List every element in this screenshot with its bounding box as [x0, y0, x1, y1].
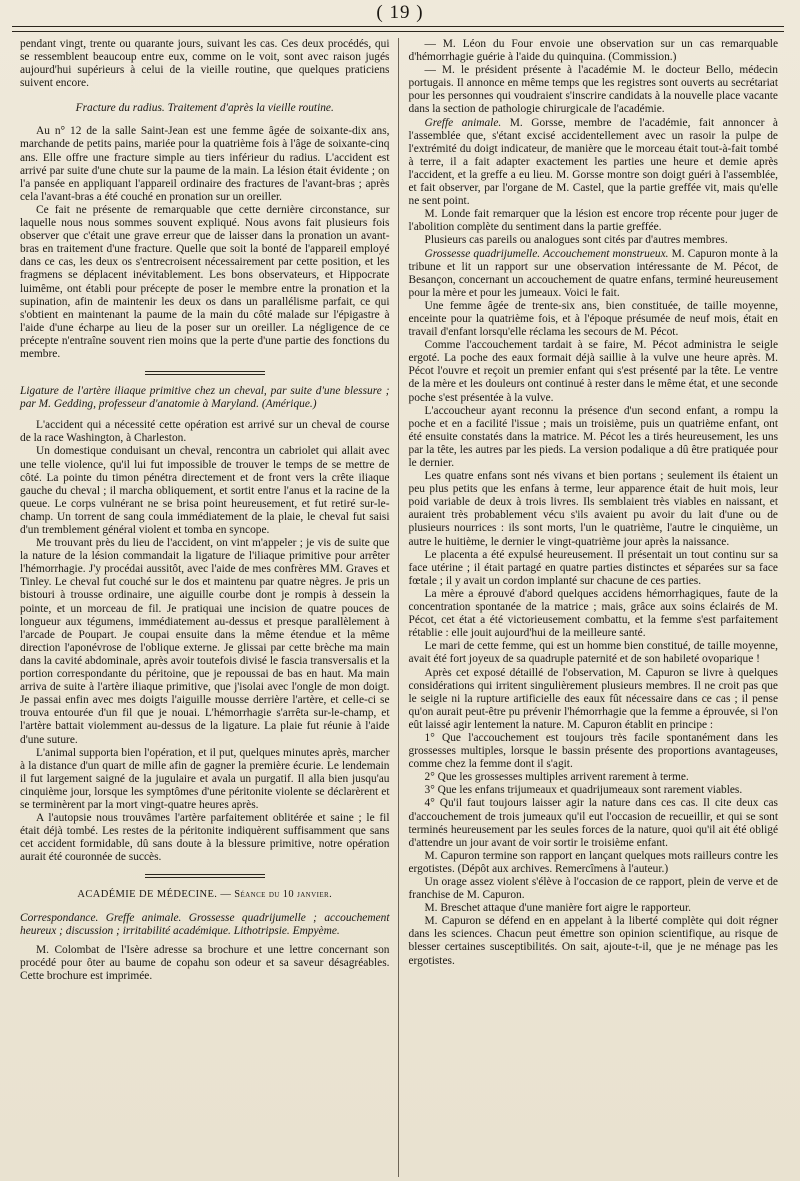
article-title-italic: Ligature de l'artère iliaque primitive chez un cheval, par suite d'une blessure ;: [20, 385, 390, 398]
paragraph-body: M. Capuron monte à la tribune et lit un rapport sur une observation intéressante de M. Pécot, de Besançon, concernant un accouchement de quatre enfans, terminé heureusement pour la mère et pour les jumeaux. Voici le fait.: [408, 247, 778, 299]
paragraph: 1° Que l'accouchement est toujours très facile spontanément dans les grossesses multiples, lorsque le bassin présente des proportions avantageuses, comme chez la femme dont il s'agit.: [408, 731, 778, 771]
paragraph: M. Colombat de l'Isère adresse sa brochure et une lettre concernant son procédé pour ôter au baume de copahu son odeur et sa saveur désagréables. Cette brochure est imprimée.: [20, 943, 390, 982]
paragraph: — M. Léon du Four envoie une observation sur un cas remarquable d'hémorrhagie guérie à l'aide du quinquina. (Commission.): [408, 38, 778, 64]
paragraph: L'accoucheur ayant reconnu la présence d'un second enfant, a rompu la poche et en a facilité l'issue ; mais un troisième, puis un quatrième enfant, ont été ensuite constatés dans la matrice. M. Pécot les a tirés heureusement, les uns par la tête, les autres par les pieds. La version podalique a dû être pratiquée pour le dernier.: [408, 404, 778, 469]
paragraph: pendant vingt, trente ou quarante jours, suivant les cas. Ces deux procédés, qui se ressemblent beaucoup entre eux, comme on le voit, sont avec raison jugés aujourd'hui supérieurs à celui de la vieille routine, que quelques praticiens suivent encore.: [20, 38, 390, 90]
article-title: Fracture du radius. Traitement d'après la vieille routine.: [75, 102, 334, 115]
paragraph: La mère a éprouvé d'abord quelques accidens hémorrhagiques, faute de la concentration spontanée de la matrice ; mais, grâce aux soins éclairés de M. Pécot, cet état a été victorieusement combattu, et la femme s'est parfaitement rétablie : elle jouit aujourd'hui de la meilleure santé.: [408, 587, 778, 640]
paragraph: Les quatre enfans sont nés vivans et bien portans ; seulement ils étaient un peu plus petits que les enfans à terme, leur apparence était de huit mois, leur poid variable de deux à trois livres. Ils semblaient très viables en naissant, et auraient très probablement vécu s'ils avaient pu avoir du lait d'une ou de plusieurs nourrices : ils sont morts, l'un le quatrième, l'autre le cinquième, un autre le huitième, le dernier le vingt-quatrième jour après la naissance.: [408, 470, 778, 548]
article-title-author: par M. Gedding, professeur d'anatomie à Maryland. (Amérique.): [20, 398, 317, 411]
paragraph-lead: Grossesse quadrijumelle. Accouchement monstrueux.: [424, 247, 669, 260]
left-column: [10, 38, 399, 1177]
paragraph: Un orage assez violent s'élève à l'occasion de ce rapport, plein de verve et de franchise de M. Capuron.: [408, 876, 778, 902]
paragraph: Plusieurs cas pareils ou analogues sont cités par d'autres membres.: [424, 234, 728, 247]
paragraph: 2° Que les grossesses multiples arrivent rarement à terme.: [424, 771, 689, 784]
section-heading: ACADÉMIE DE MÉDECINE. — Séance du 10 janvier.: [77, 889, 333, 901]
paragraph: Comme l'accouchement tardait à se faire, M. Pécot administra le seigle ergoté. La poche des eaux formait déjà saillie à la vulve une heure après. M. Pécot l'ouvre et reçoit un premier enfant qui s'est présenté par la tête. Le ventre de la mère et les douleurs ont continué à rester dans le même état, et une seconde poche s'est présentée à la vulve.: [408, 339, 778, 404]
columns: [10, 38, 786, 1177]
separator-rule: [145, 874, 265, 878]
paragraph: L'animal supporta bien l'opération, et il put, quelques minutes après, marcher à la distance d'un quart de mille afin de gagner la première écurie. Le lendemain il fut largement saigné de la jugulaire et avala un purgatif. Il alla bien jusqu'au cinquième jour, lorsque les symptômes d'une péritonite violente se déclarèrent et se terminèrent par la mort vingt-quatre heures après.: [20, 746, 390, 811]
article-title: [20, 385, 390, 411]
paragraph-lead: Greffe animale.: [424, 116, 502, 129]
paragraph: Le placenta a été expulsé heureusement. Il présentait un tout continu sur sa face utérine ; il était partagé en quatre parties distinctes et séparées sur sa face fœtale ; il y avait un cordon implanté sur chacune de ces parties.: [408, 548, 778, 587]
paragraph: — M. le président présente à l'académie M. le docteur Bello, médecin portugais. Il annonce en même temps que les registres sont ouverts au secrétariat pour les personnes qui voudraient s'inscrire candidats à la nouvelle place vacante dans la section de pathologie chirurgicale de l'académie.: [408, 64, 778, 116]
header-rule: [12, 26, 784, 32]
paragraph: Ce fait ne présente de remarquable que cette dernière circonstance, sur laquelle nous nous sommes souvent expliqué. Nous avons fait plusieurs fois observer que c'était une grave erreur que de laisser dans la pronation un avant-bras en traitement d'une fracture. Quelle que soit la bonté de l'appareil employé dans ce cas, les deux os s'entrecroisent nécessairement par cette position, et les fragmens se déplacent inévitablement. Les bons observateurs, et Hippocrate luimême, ont établi pour précepte de poser le membre entre la pronation et la supination, afin de maintenir les deux os dans un parallélisme parfait, ce qui s'obtient en maintenant la paume de la main du côté malade sur l'épigastre à l'aide d'une écharpe au lieu de la poser sur un oreiller. La négligence de ce précepte n'entraîne souvent rien moins que la perte d'une partie des fonctions du membre.: [20, 203, 390, 360]
paragraph: Un domestique conduisant un cheval, rencontra un cabriolet qui allait avec une telle violence, qu'il lui fut impossible de trouver le temps de se mettre de côté. La pointe du timon pénétra directement et de front vers la crête iliaque gauche du cheval ; il marcha obliquement, et sortit entre l'anus et la racine de la queue. Le corps vulnérant ne se brisa point heureusement, et fut retiré sur-le-champ. Un torrent de sang coula immédiatement de la plaie, le cheval fut saisi d'un tremblement général violent et tomba en syncope.: [20, 445, 390, 536]
paragraph: [409, 248, 779, 300]
paragraph: 3° Que les enfans trijumeaux et quadrijumeaux sont rarement viables.: [424, 784, 743, 797]
paragraph: M. Capuron se défend en en appelant à la liberté complète qui doit régner dans les sciences. Chacun peut émettre son opinion scientifique, au risque de blesser certaines susceptibilités. On sait, ajoute-t-il, que je ne ménage pas les ergotistes.: [408, 915, 778, 967]
paragraph: Au n° 12 de la salle Saint-Jean est une femme âgée de soixante-dix ans, marchande de petits pains, mariée pour la quatrième fois à l'âge de soixante-cinq ans. Elle offre une fracture simple au tiers inférieur du radius. L'accident est arrivé par suite d'une chute sur la paume de la main. La lésion était évidente ; on l'a pansée en appliquant l'appareil ordinaire des fractures de l'avant-bras ; après cela l'avant-bras a été couché en pronation sur un oreiller.: [20, 125, 390, 203]
paragraph: Une femme âgée de trente-six ans, bien constituée, de taille moyenne, enceinte pour la quatrième fois, et à l'époque présumée de neuf mois, était en travail d'enfant lorsqu'elle réclama les secours de M. Pécot.: [408, 299, 778, 339]
page-number: ( 19 ): [376, 2, 424, 23]
paragraph: M. Breschet attaque d'une manière fort aigre le rapporteur.: [424, 902, 691, 915]
session-agenda: Correspondance. Greffe animale. Grossesse quadrijumelle ; accouchement heureux ; discussion ; irritabilité académique. Lithotripsie. Empyème.: [20, 911, 390, 937]
right-column: [399, 38, 787, 1177]
paragraph: Me trouvant près du lieu de l'accident, on vint m'appeler ; je vis de suite que la nature de la lésion commandait la ligature de l'iliaque primitive pour arrêter l'hémorrhagie. J'y procédai aussitôt, avec l'aide de mes confrères MM. Graves et Tinley. Le cheval fut couché sur le dos et maintenu par quatre nègres. Je pris un bistouri à trousse ordinaire, une aiguille courbe dont je rompis à dessein la pointe, et un morceau de fil. Je pratiquai une incision de quatre pouces de longueur aux tégumens, immédiatement au-dessus et presque parallèlement à l'arcade de Poupart. Je coupai ensuite dans la même étendue et la même direction l'aponévrose de l'oblique externe. Je glissai par cette brèche ma main dans la cavité abdominale, après avoir toutefois divisé le fascia transversalis et la portion correspondante du péritoine, que je repoussai de bas en haut. Ma main arriva de suite à l'artère iliaque primitive, que j'isolai avec l'ongle de mon doigt. Je passai enfin avec mes doigts l'aiguille mousse derrière l'artère, et celle-ci se trouva entourée d'un fil que je nouai. L'hémorrhagie s'arrêta sur-le-champ, et l'artère battait violemment au-dessus de la ligature. La plaie fut réunie à l'aide d'une suture.: [20, 537, 390, 746]
paragraph: A l'autopsie nous trouvâmes l'artère parfaitement oblitérée et saine ; le fil était déjà tombé. Les restes de la péritonite indiquèrent suffisamment que sans cet accident formidable, dû sans doute à la blessure primitive, notre opération aurait été couronnée de succès.: [20, 812, 390, 864]
paragraph: Après cet exposé détaillé de l'observation, M. Capuron se livre à quelques considérations qui irritent singulièrement plusieurs membres. Il ne croit pas que le seigle ni la rupture artificielle des eaux fût nécessaire dans ce cas ; il pense qu'on aurait peut-être pu prévenir l'hémorrhagie que la femme a éprouvée, si l'on eût laissé agir lentement la nature. M. Capuron établit en principe :: [408, 666, 778, 731]
paragraph-body: M. Gorsse, membre de l'académie, fait annoncer à l'assemblée que, s'étant excisé accidentellement avec un rasoir la pulpe de l'extrémité du doigt indicateur, de manière que le morceau était tout-à-fait tombé à terre, il a fait adapter exactement les parties une heure et demie après l'accident, et la greffe a eu lieu. M. Gorsse montre son doigt guéri à l'assemblée, et fait observer, par l'organe de M. Castel, que la partie greffée vit, mais qu'elle ne sent point.: [408, 116, 778, 208]
paragraph: Le mari de cette femme, qui est un homme bien constitué, de taille moyenne, avait été fort joyeux de sa quadruple paternité et de son habileté ovoparique !: [408, 640, 778, 666]
paragraph: M. Capuron termine son rapport en lançant quelques mots railleurs contre les ergotistes. (Dépôt aux archives. Remercîmens à l'auteur.): [408, 849, 778, 875]
separator-rule: [145, 371, 265, 375]
paragraph: L'accident qui a nécessité cette opération est arrivé sur un cheval de course de la race Washington, à Charleston.: [20, 419, 390, 445]
paragraph: M. Londe fait remarquer que la lésion est encore trop récente pour juger de l'abolition complète du sentiment dans la partie greffée.: [408, 208, 778, 234]
paragraph: 4° Qu'il faut toujours laisser agir la nature dans ces cas. Il cite deux cas d'accouchement de trois jumeaux qu'il eut l'occasion de recueillir, et qui se sont terminés heureusement par les seules forces de la nature, quoi qu'il ait été obligé d'attendre un jour avant de voir sortir le troisième enfant.: [408, 797, 778, 849]
paragraph: [409, 117, 779, 209]
